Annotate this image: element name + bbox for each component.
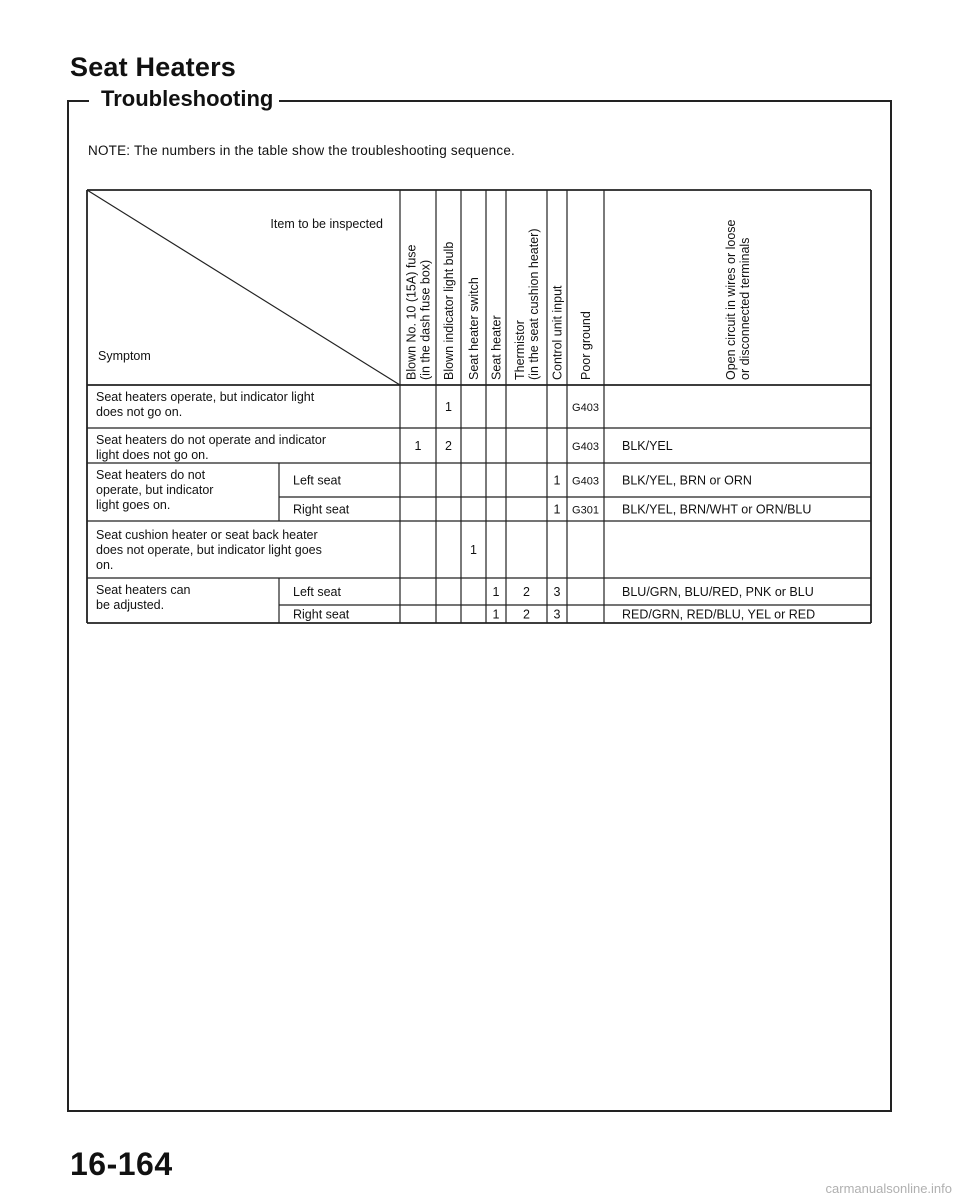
column-header-label: Seat heater xyxy=(489,315,504,380)
corner-label-item: Item to be inspected xyxy=(270,217,383,231)
sequence-cell: 2 xyxy=(523,607,530,622)
column-header-label: or disconnected terminals xyxy=(738,237,752,380)
sequence-cell: 3 xyxy=(553,585,561,599)
symptom-label: light goes on. xyxy=(96,498,171,512)
wire-color-cell: RED/GRN, RED/BLU, YEL or RED xyxy=(622,607,816,622)
watermark: carmanualsonline.info xyxy=(825,1181,952,1196)
symptom-label: Seat cushion heater or seat back heater xyxy=(96,528,318,542)
sequence-cell: 3 xyxy=(553,607,561,622)
symptom-label: be adjusted. xyxy=(96,598,165,612)
wire-color-cell: BLU/GRN, BLU/RED, PNK or BLU xyxy=(622,585,814,599)
column-header-label: (in the dash fuse box) xyxy=(418,259,433,380)
page-number: 16-164 xyxy=(70,1146,173,1182)
ground-cell: G301 xyxy=(572,504,599,517)
column-header-label: Thermistor xyxy=(513,320,527,380)
column-header-label: Blown indicator light bulb xyxy=(442,241,456,380)
page-title: Seat Heaters xyxy=(70,52,236,82)
sequence-cell: 1 xyxy=(414,439,422,453)
sequence-cell: 1 xyxy=(470,543,477,557)
sequence-cell: 1 xyxy=(553,473,561,488)
ground-cell: G403 xyxy=(572,475,599,488)
note-text: NOTE: The numbers in the table show the troubleshooting sequence. xyxy=(88,143,515,158)
symptom-label: Seat heaters do not operate and indicator xyxy=(96,433,327,447)
ground-cell: G403 xyxy=(572,441,599,453)
column-header-label: (in the seat cushion heater) xyxy=(527,228,541,380)
column-header-label: Poor ground xyxy=(579,311,593,380)
column-header-label: Control unit input xyxy=(550,285,565,380)
sequence-cell: 2 xyxy=(445,439,452,453)
symptom-label: light does not go on. xyxy=(96,448,209,462)
sequence-cell: 1 xyxy=(445,400,452,414)
column-header-label: Open circuit in wires or loose xyxy=(724,219,738,380)
symptom-sub-label: Right seat xyxy=(293,607,350,622)
section-title: Troubleshooting xyxy=(95,86,279,112)
ground-cell: G403 xyxy=(572,402,599,414)
symptom-label: Seat heaters operate, but indicator light xyxy=(96,390,315,404)
column-header-label: Seat heater switch xyxy=(467,277,481,380)
wire-color-cell: BLK/YEL, BRN or ORN xyxy=(622,473,752,488)
sequence-cell: 1 xyxy=(492,607,500,622)
symptom-sub-label: Right seat xyxy=(293,502,350,517)
symptom-label: does not go on. xyxy=(96,405,183,419)
wire-color-cell: BLK/YEL xyxy=(622,439,673,453)
sequence-cell: 2 xyxy=(523,585,530,599)
symptom-label: does not operate, but indicator light goes xyxy=(96,543,322,557)
wire-color-cell: BLK/YEL, BRN/WHT or ORN/BLU xyxy=(622,502,812,517)
column-header-label: Blown No. 10 (15A) fuse xyxy=(404,244,419,380)
symptom-label: Seat heaters do not xyxy=(96,468,206,482)
symptom-label: on. xyxy=(96,558,114,572)
corner-label-symptom: Symptom xyxy=(98,349,151,363)
sequence-cell: 1 xyxy=(492,585,500,599)
sequence-cell: 1 xyxy=(553,502,561,517)
symptom-label: operate, but indicator xyxy=(96,483,214,497)
symptom-sub-label: Left seat xyxy=(293,585,341,599)
symptom-sub-label: Left seat xyxy=(293,473,341,488)
symptom-label: Seat heaters can xyxy=(96,583,191,597)
